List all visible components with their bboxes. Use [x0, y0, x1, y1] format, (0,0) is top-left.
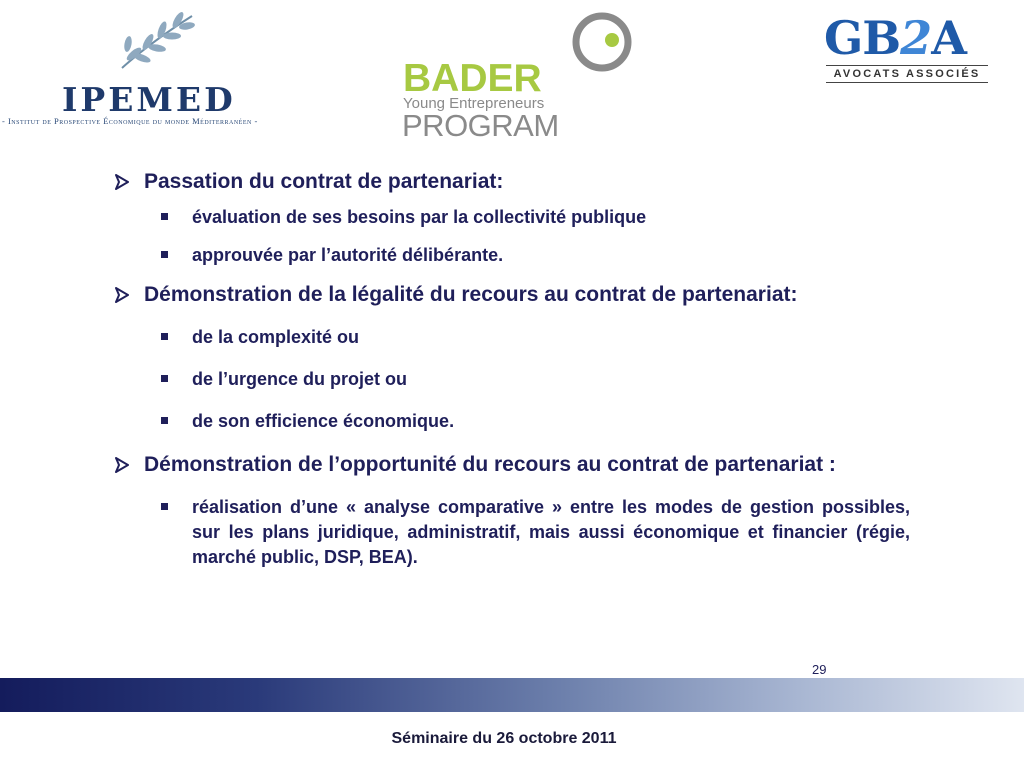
square-bullet-icon [161, 213, 168, 220]
section-heading-text: Démonstration de la légalité du recours au contrat de partenariat: [144, 283, 798, 306]
footer-gradient-band [0, 678, 1024, 712]
bader-logo-subtitle: Young Entrepreneurs [403, 95, 545, 112]
list-item-text: de son efficience économique. [192, 411, 455, 431]
list-item [192, 243, 910, 268]
section-heading [112, 451, 910, 478]
section-heading [112, 281, 910, 308]
footer-text: Séminaire du 26 octobre 2011 [391, 730, 617, 747]
arrow-bullet-icon [114, 287, 130, 303]
arrow-bullet-icon [114, 457, 130, 473]
square-bullet-icon [161, 333, 168, 340]
square-bullet-icon [161, 417, 168, 424]
gb2a-logo-text [824, 11, 966, 65]
list-item-text: de la complexité ou [192, 327, 360, 347]
gb2a-logo-part1: GB [824, 11, 901, 65]
arrow-bullet-icon [114, 174, 130, 190]
square-bullet-icon [161, 251, 168, 258]
list-item [192, 409, 910, 434]
square-bullet-icon [161, 375, 168, 382]
gb2a-logo-tagline: AVOCATS ASSOCIÉS [826, 65, 988, 83]
bader-logo-title: BADER [403, 57, 542, 100]
section-heading-text: Démonstration de l’opportunité du recours au contrat de partenariat : [144, 453, 836, 476]
list-item [192, 367, 910, 392]
section-heading [112, 168, 910, 195]
bader-ring-icon [570, 10, 634, 74]
ipemed-logo-subtitle: - Institut de Prospective Économique du monde Méditerranéen - [2, 116, 258, 126]
square-bullet-icon [161, 503, 168, 510]
list-item-text: approuvée par l’autorité délibérante. [192, 245, 504, 265]
gb2a-logo-part3: A [931, 11, 966, 65]
bader-logo [398, 10, 638, 142]
list-item [192, 325, 910, 350]
ipemed-logo [0, 10, 310, 126]
list-item [192, 495, 910, 570]
section-heading-text: Passation du contrat de partenariat: [144, 170, 504, 193]
list-item [192, 205, 910, 230]
gb2a-logo-part2: 2 [900, 11, 932, 65]
olive-branch-icon [112, 10, 202, 72]
gb2a-logo [824, 11, 994, 85]
list-item-text: réalisation d’une « analyse comparative » entre les modes de gestion possibles, sur les plans juridique, administratif, mais aussi économique et financier (régie, marché public, DSP, BEA). [192, 497, 910, 567]
slide-content [112, 168, 910, 570]
list-item-text: de l’urgence du projet ou [192, 369, 408, 389]
ipemed-logo-text: IPEMED [62, 80, 236, 119]
page-number: 29 [812, 662, 827, 677]
bader-logo-program: PROGRAM [402, 108, 559, 143]
list-item-text: évaluation de ses besoins par la collectivité publique [192, 207, 647, 227]
